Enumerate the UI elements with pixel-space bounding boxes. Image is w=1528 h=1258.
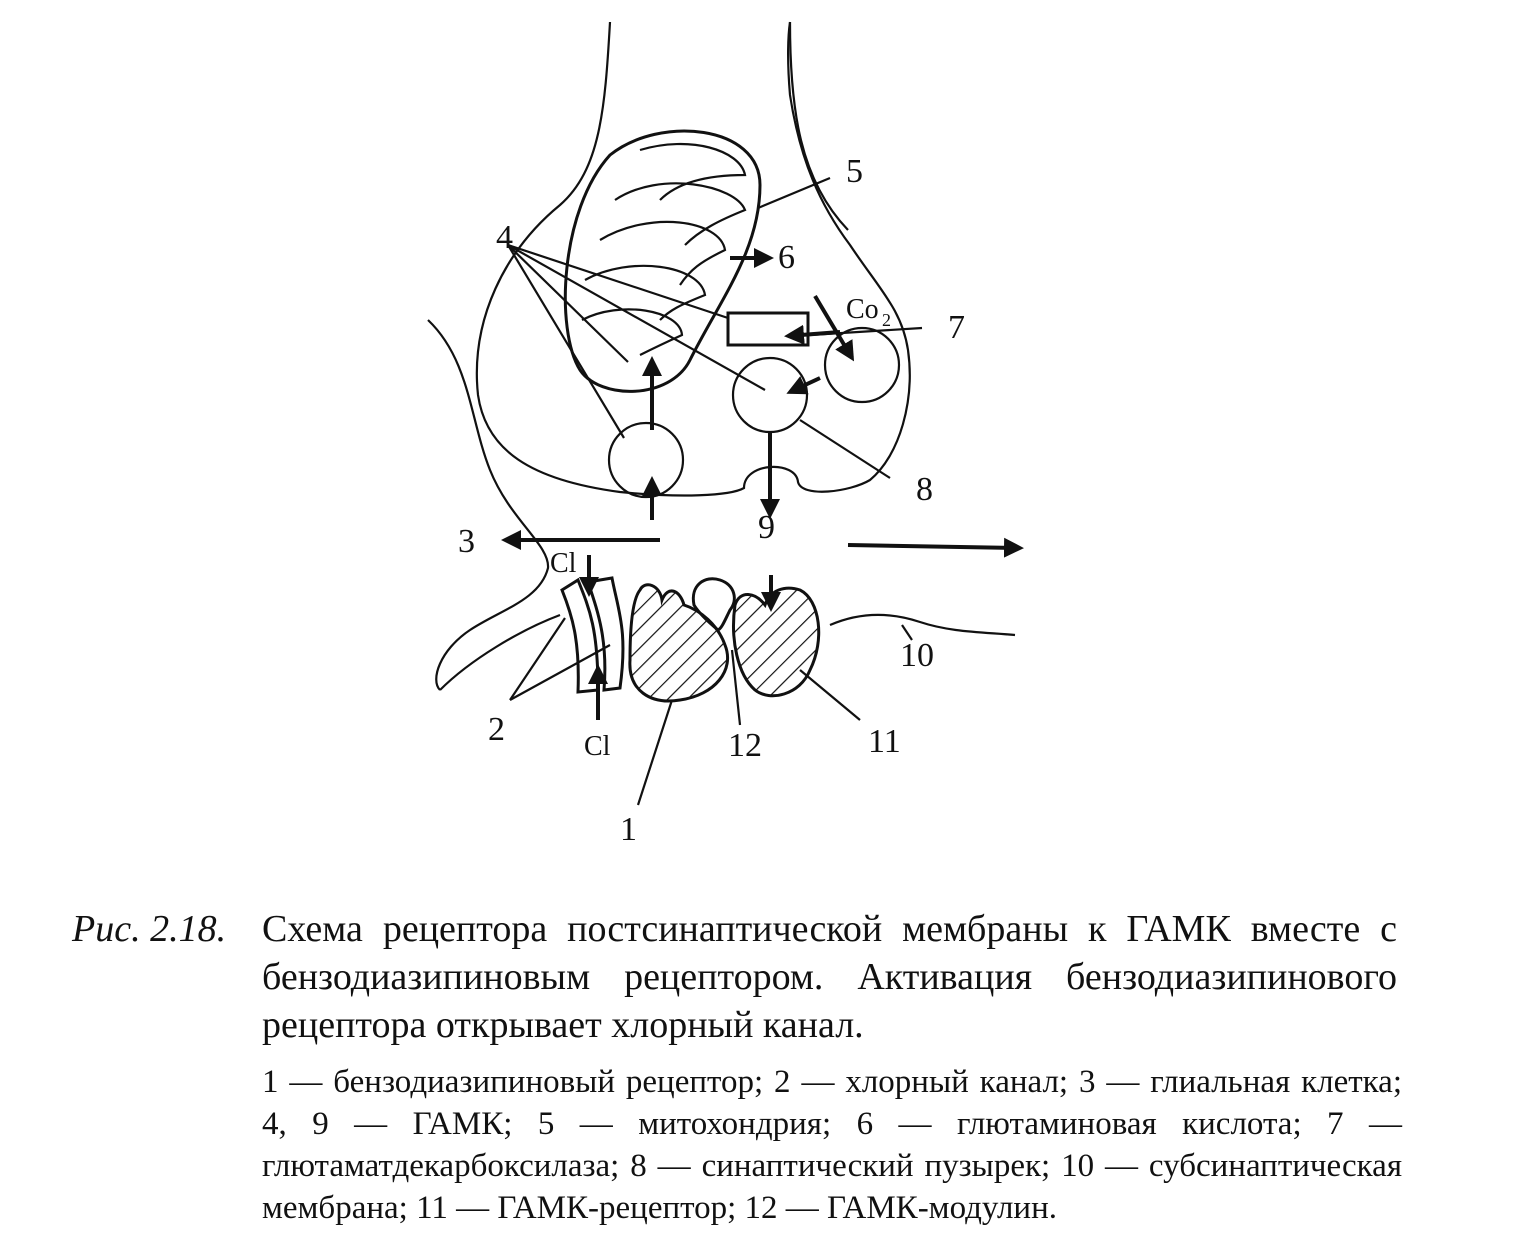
caption-title: Схема рецептора постсинаптической мембраны к ГАМК вместе с бензодиазипиновым рецептором. Активация бензодиазипинового рецептора открывает хлорный канал. — [262, 908, 1397, 1046]
vesicle-left — [609, 423, 683, 497]
label-2: 2 — [488, 711, 505, 748]
label-10: 10 — [900, 637, 934, 674]
gaba-receptor — [734, 588, 819, 696]
decarboxylase-box — [728, 313, 808, 345]
subsynaptic-membrane — [830, 615, 1015, 635]
glial-cell — [428, 320, 548, 690]
label-12: 12 — [728, 727, 762, 764]
label-11: 11 — [868, 723, 901, 760]
label-1: 1 — [620, 811, 637, 848]
vesicle-middle — [733, 358, 807, 432]
label-5: 5 — [846, 153, 863, 190]
label-3: 3 — [458, 523, 475, 560]
presynaptic-terminal — [477, 22, 910, 495]
vesicle-right — [825, 328, 899, 402]
label-6: 6 — [778, 239, 795, 276]
label-4: 4 — [496, 219, 513, 256]
label-cl-top: Cl — [550, 548, 577, 579]
figure-caption — [72, 905, 1402, 1229]
caption-label: Рис. 2.18. — [72, 908, 227, 950]
label-co2-sub: 2 — [882, 310, 891, 330]
label-7: 7 — [948, 309, 965, 346]
label-8: 8 — [916, 471, 933, 508]
label-cl-bottom: Cl — [584, 731, 611, 762]
benzodiazepine-receptor — [630, 585, 728, 701]
chloride-channel — [562, 578, 623, 692]
mitochondrion — [565, 131, 760, 391]
caption-legend: 1 — бензодиазипиновый рецептор; 2 — хлорный канал; 3 — глиальная клетка; 4, 9 — ГАМК; 5 — митохондрия; 6 — глютаминовая кислота; 7 — глютаматдекарбоксилаза; 8 — синаптический пузырек; 10 — субсинаптическая мембрана; 11 — ГАМК-рецептор; 12 — ГАМК-модулин. — [262, 1064, 1402, 1226]
label-9: 9 — [758, 509, 775, 546]
label-co2: Co — [846, 294, 879, 325]
